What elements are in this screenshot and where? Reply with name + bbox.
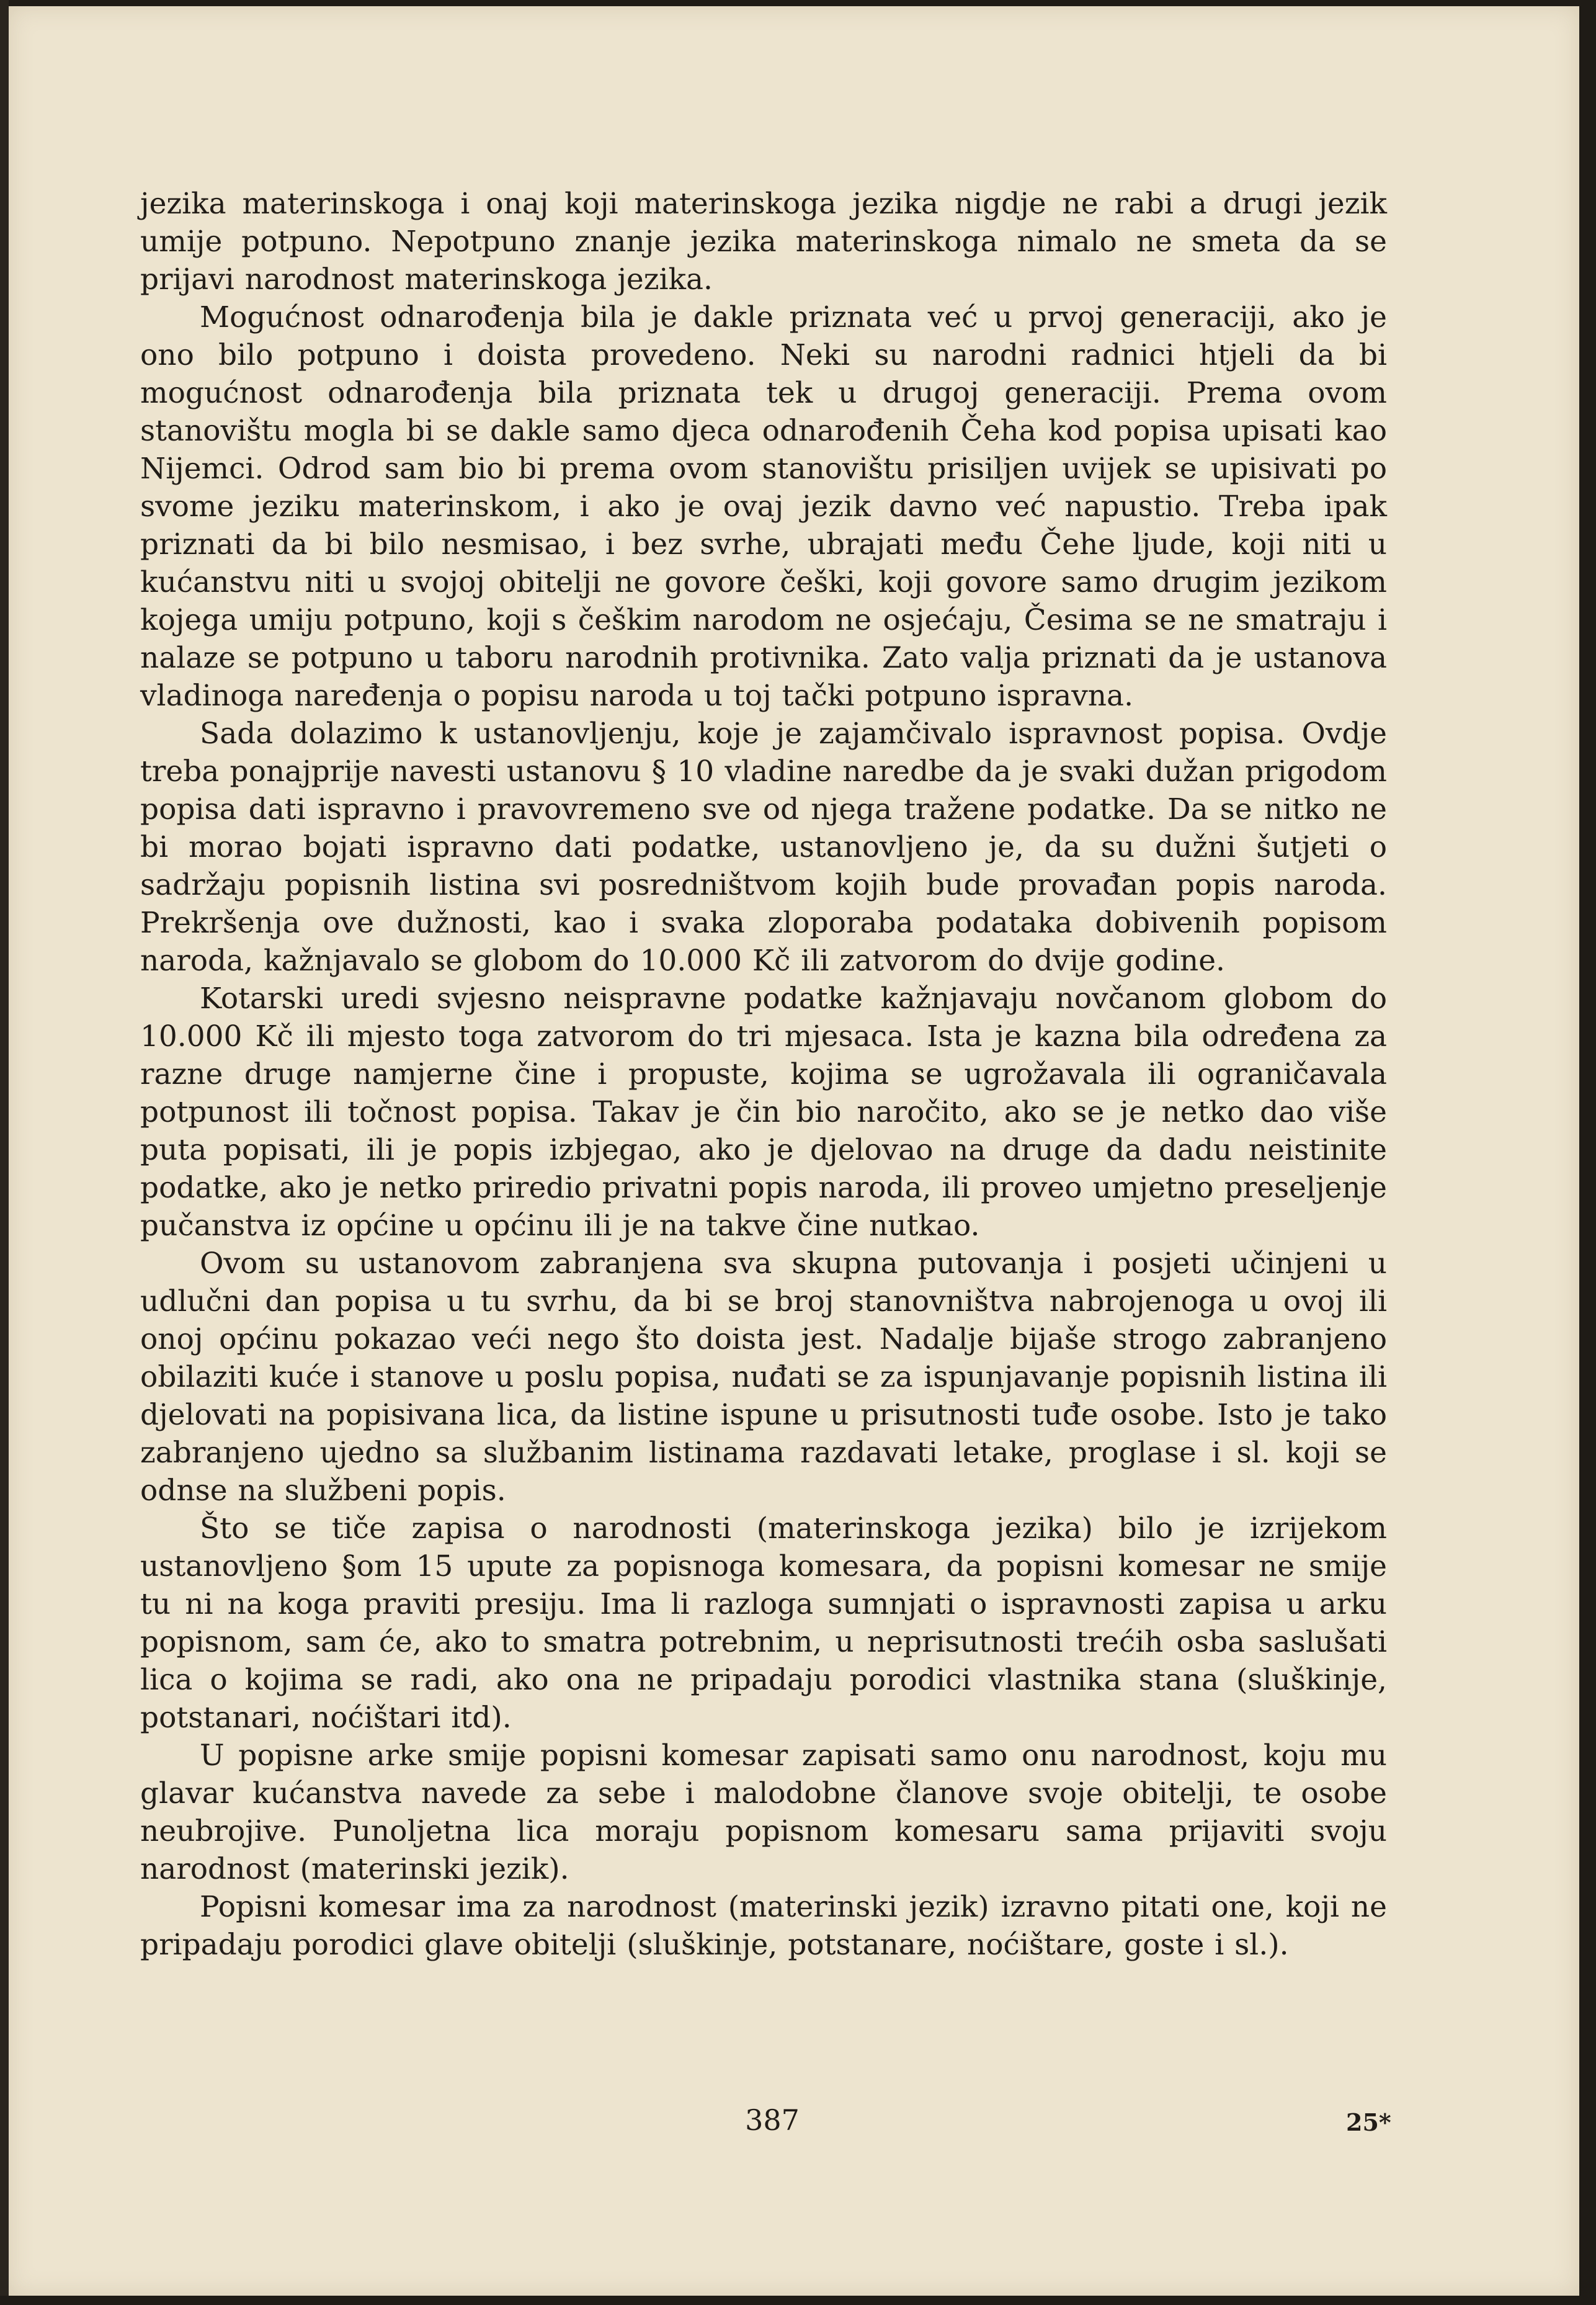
page-number: 387 [745, 2103, 800, 2137]
scan-border-left [0, 0, 9, 2305]
paragraph: jezika materinskoga i onaj koji materinskoga jezika nigdje ne rabi a drugi jezik umije potpuno. Nepotpuno znanje jezika materinskoga nimalo ne smeta da se prijavi narodnost materinskoga jezika. [140, 187, 1387, 297]
scan-border-right [1579, 0, 1596, 2305]
paragraph: Sada dolazimo k ustanovljenju, koje je zajamčivalo ispravnost popisa. Ovdje treba ponajprije navesti ustanovu § 10 vladine naredbe da je svaki dužan prigodom popisa dati ispravno i pravovremeno sve od njega tražene podatke. Da se nitko ne bi morao bojati ispravno dati podatke, ustanovljeno je, da su dužni šutjeti o sadržaju popisnih listina svi posredništvom kojih bude provađan popis naroda. Prekršenja ove dužnosti, kao i svaka zloporaba podataka dobivenih popisom naroda, kažnjavalo se globom do 10.000 Kč ili zatvorom do dvije godine. [140, 717, 1387, 978]
paragraph: Mogućnost odnarođenja bila je dakle priznata već u prvoj generaciji, ako je ono bilo potpuno i doista provedeno. Neki su narodni radnici htjeli da bi mogućnost odnarođenja bila priznata tek u drugoj generaciji. Prema ovom stanovištu mogla bi se dakle samo djeca odnarođenih Čeha kod popisa upisati kao Nijemci. Odrod sam bio bi prema ovom stanovištu prisiljen uvijek se upisivati po svome jeziku materinskom, i ako je ovaj jezik davno već napustio. Treba ipak priznati da bi bilo nesmisao, i bez svrhe, ubrajati među Čehe ljude, koji niti u kućanstvu niti u svojoj obitelji ne govore češki, koji govore samo drugim jezikom kojega umiju potpuno, koji s češkim narodom ne osjećaju, Česima se ne smatraju i nalaze se potpuno u taboru narodnih protivnika. Zato valja priznati da je ustanova vladinoga naređenja o popisu naroda u toj tački potpuno ispravna. [140, 300, 1387, 713]
paragraph: Kotarski uredi svjesno neispravne podatke kažnjavaju novčanom globom do 10.000 Kč ili mjesto toga zatvorom do tri mjesaca. Ista je kazna bila određena za razne druge namjerne čine i propuste, kojima se ugrožavala ili ograničavala potpunost ili točnost popisa. Takav je čin bio naročito, ako se je netko dao više puta popisati, ili je popis izbjegao, ako je djelovao na druge da dadu neistinite podatke, ako je netko priredio privatni popis naroda, ili proveo umjetno preseljenje pučanstva iz općine u općinu ili je na takve čine nutkao. [140, 982, 1387, 1243]
paragraph: Ovom su ustanovom zabranjena sva skupna putovanja i posjeti učinjeni u udlučni dan popisa u tu svrhu, da bi se broj stanovništva nabrojenoga u ovoj ili onoj općinu pokazao veći nego što doista jest. Nadalje bijaše strogo zabranjeno obilaziti kuće i stanove u poslu popisa, nuđati se za ispunjavanje popisnih listina ili djelovati na popisivana lica, da listine ispune u prisutnosti tuđe osobe. Isto je tako zabranjeno ujedno sa službanim listinama razdavati letake, proglase i sl. koji se odnse na službeni popis. [140, 1246, 1387, 1508]
body-text [140, 185, 1387, 1964]
paragraph: Popisni komesar ima za narodnost (materinski jezik) izravno pitati one, koji ne pripadaju porodici glave obitelji (sluškinje, potstanare, noćištare, goste i sl.). [140, 1890, 1387, 1962]
paragraph: Što se tiče zapisa o narodnosti (materinskoga jezika) bilo je izrijekom ustanovljeno §om 15 upute za popisnoga komesara, da popisni komesar ne smije tu ni na koga praviti presiju. Ima li razloga sumnjati o ispravnosti zapisa u arku popisnom, sam će, ako to smatra potrebnim, u neprisutnosti trećih osba saslušati lica o kojima se radi, ako ona ne pripadaju porodici vlastnika stana (sluškinje, potstanari, noćištari itd). [140, 1511, 1387, 1735]
scan-border-top [0, 0, 1596, 6]
scan-border-bottom [0, 2296, 1596, 2305]
signature-mark: 25* [1346, 2108, 1391, 2136]
paragraph: U popisne arke smije popisni komesar zapisati samo onu narodnost, koju mu glavar kućanstva navede za sebe i malodobne članove svoje obitelji, te osobe neubrojive. Punoljetna lica moraju popisnom komesaru sama prijaviti svoju narodnost (materinski jezik). [140, 1739, 1387, 1886]
